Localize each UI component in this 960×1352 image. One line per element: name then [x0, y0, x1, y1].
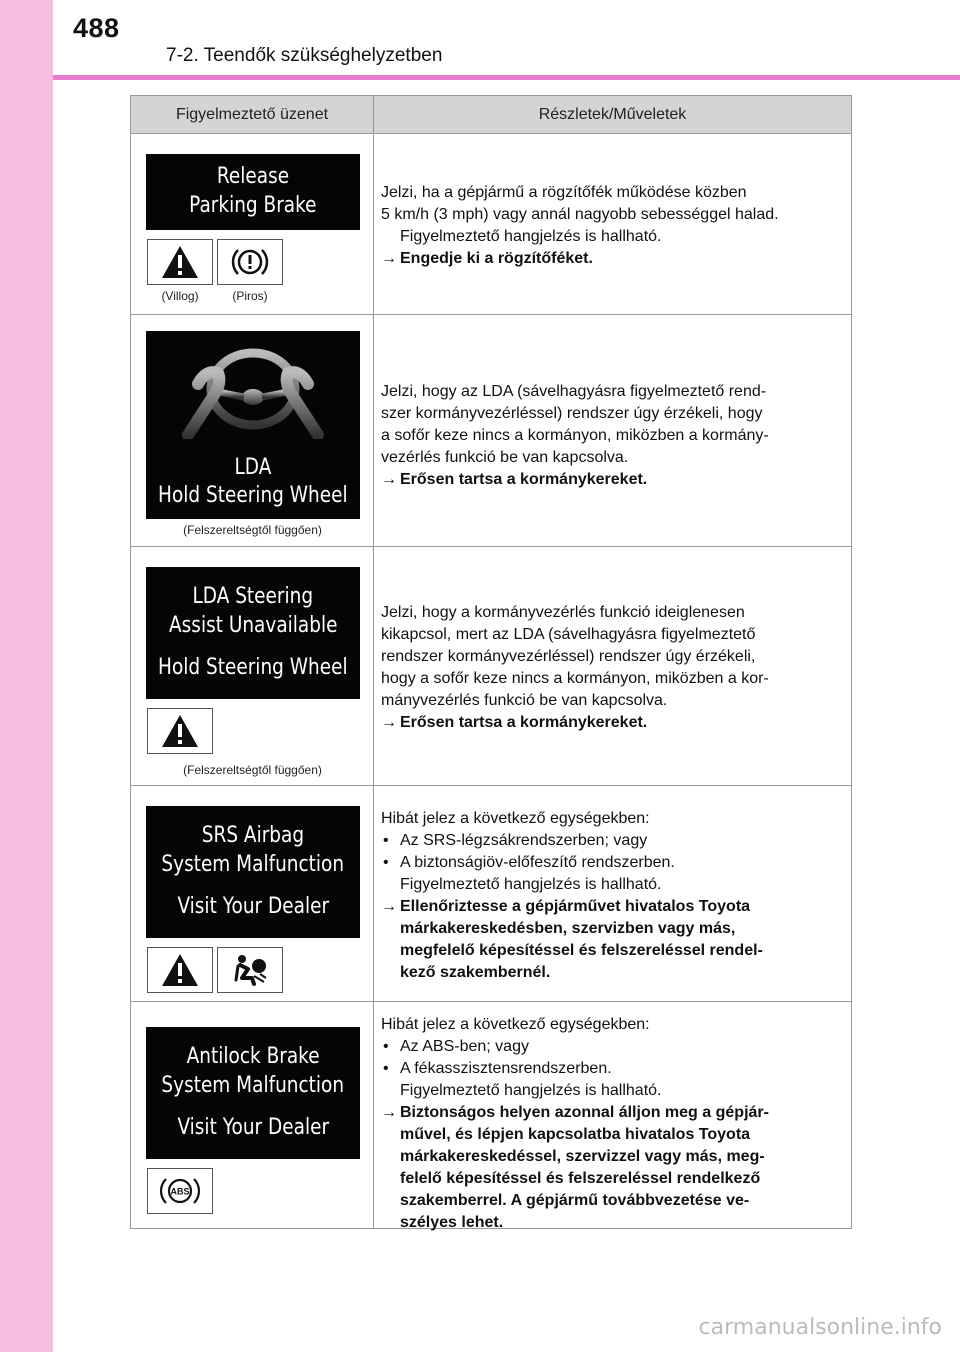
warning-triangle-icon	[147, 239, 213, 285]
row-details: Jelzi, ha a gépjármű a rögzítőfék működése közben 5 km/h (3 mph) vagy annál nagyobb sebességgel halad. Figyelmeztető hangjelzés is hallható. → Engedje ki a rögzítőféket.	[381, 182, 841, 270]
arrow-icon: →	[381, 250, 397, 267]
display-lda-hold-steering-wheel: LDA Hold Steering Wheel	[146, 331, 360, 519]
bullet-icon: •	[383, 1060, 389, 1077]
header-rule	[53, 75, 960, 80]
row-details: Hibát jelez a következő egységekben: • Az ABS-ben; vagy • A fékasszisztensrendszerben. Figyelmeztető hangjelzés is hallható. → Biztonságos helyen azonnal álljon meg a gépjár- művel, és lépjen kapcsolatba hivatalos Toyota márkakereskedéssel, szervizzel vagy más, meg- felelő képesítéssel és felszereléssel rendelkező szakemberrel. A gépjármű továbbvezetése ve- szélyes lehet.	[381, 1016, 769, 1231]
table-header	[131, 96, 851, 134]
table-row	[131, 1002, 851, 1231]
arrow-icon: →	[381, 898, 397, 915]
display-lda-steering-assist-unavailable: LDA Steering Assist Unavailable Hold Steering Wheel	[146, 567, 360, 699]
bullet-icon: •	[383, 1038, 389, 1055]
steering-wheel-hands-icon	[178, 339, 328, 439]
table-row	[131, 134, 851, 315]
row-details: Jelzi, hogy a kormányvezérlés funkció ideiglenesen kikapcsol, mert az LDA (sávelhagyásra figyelmeztető rendszer kormányvezérléssel) rendszer úgy érzékeli, hogy a sofőr keze nincs a kormányon, miközben a kor- mányvezérlés funkció be van kapcsolva. → Erősen tartsa a kormánykereket.	[381, 602, 841, 734]
bullet-icon: •	[383, 854, 389, 871]
airbag-icon	[217, 947, 283, 993]
bullet-icon: •	[383, 832, 389, 849]
display-srs-airbag-malfunction: SRS Airbag System Malfunction Visit Your Dealer	[146, 806, 360, 938]
table-row	[131, 547, 851, 786]
header-details-actions: Részletek/Műveletek	[538, 105, 687, 123]
row-details: Jelzi, hogy az LDA (sávelhagyásra figyelmeztető rend- szer kormányvezérléssel) rendszer úgy érzékeli, hogy a sofőr keze nincs a kormányon, miközben a kormány- vezérlés funkció be van kapcsolva. → Erősen tartsa a kormánykereket.	[381, 381, 841, 491]
display-release-parking-brake: Release Parking Brake	[146, 154, 360, 230]
side-color-strip	[0, 0, 53, 1352]
row-details: Hibát jelez a következő egységekben: • Az SRS-légzsákrendszerben; vagy • A biztonságiöv-előfeszítő rendszerben. Figyelmeztető hangjelzés is hallható. → Ellenőriztesse a gépjárművet hivatalos Toyota márkakereskedésben, szervizben vagy más, megfelelő képesítéssel és felszereléssel rendel- kező szakembernél.	[381, 810, 763, 981]
brake-warning-icon	[217, 239, 283, 285]
table-row	[131, 786, 851, 1002]
equipment-caption: (Felszereltségtől függően)	[183, 763, 322, 777]
equipment-caption: (Felszereltségtől függően)	[183, 523, 322, 537]
watermark: carmanualsonline.info	[698, 1315, 942, 1340]
arrow-icon: →	[381, 714, 397, 731]
warning-triangle-icon	[147, 708, 213, 754]
warning-table	[130, 95, 852, 1229]
icon-caption-red: (Piros)	[232, 289, 268, 303]
svg-text:ABS: ABS	[170, 1186, 190, 1197]
section-title: 7-2. Teendők szükséghelyzetben	[166, 45, 443, 66]
page-number: 488	[73, 13, 120, 43]
arrow-icon: →	[381, 471, 397, 488]
table-row	[131, 315, 851, 547]
display-antilock-brake-malfunction: Antilock Brake System Malfunction Visit Your Dealer	[146, 1027, 360, 1159]
abs-warning-icon	[147, 1168, 213, 1214]
icon-caption-flashing: (Villog)	[161, 289, 199, 303]
header-warning-message: Figyelmeztető üzenet	[131, 96, 374, 133]
warning-triangle-icon	[147, 947, 213, 993]
arrow-icon: →	[381, 1104, 397, 1121]
